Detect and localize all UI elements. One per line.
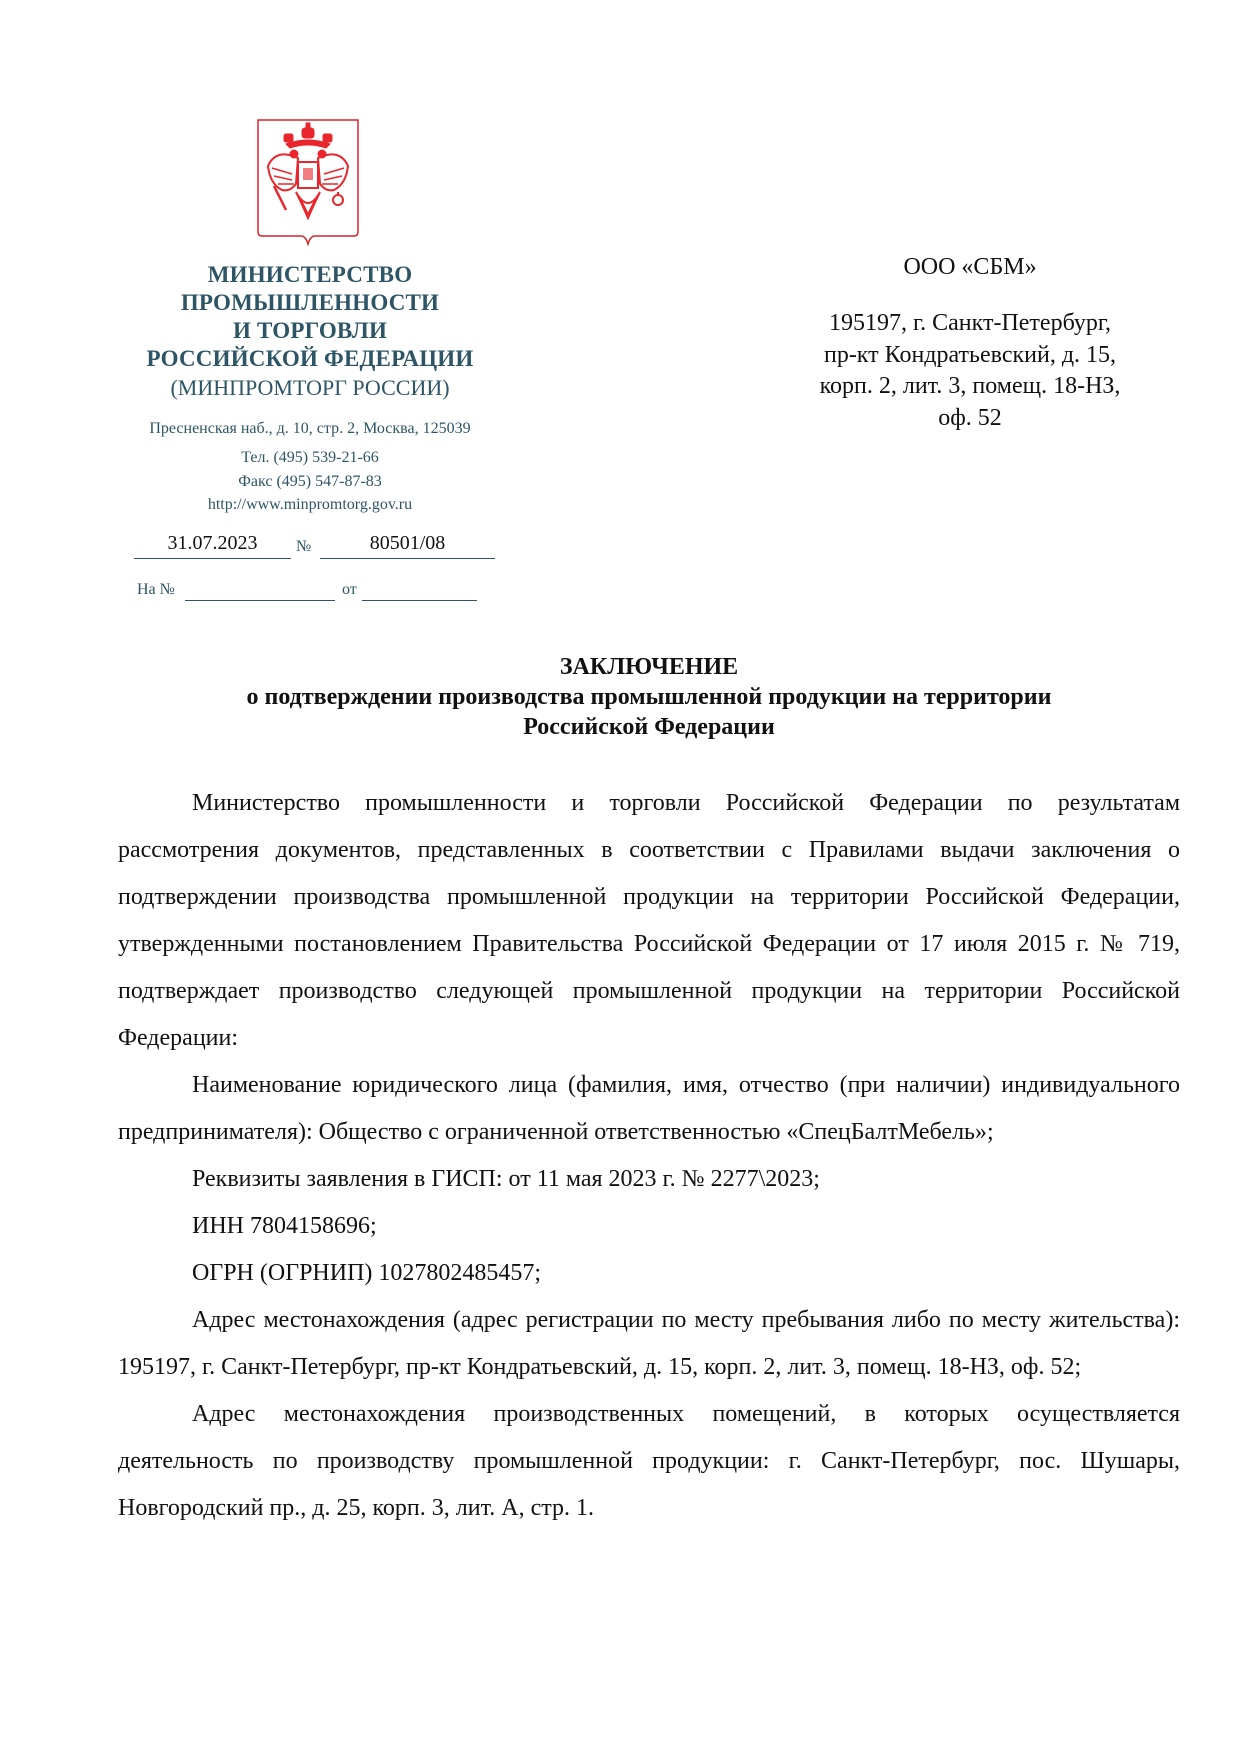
ministry-address: Пресненская наб., д. 10, стр. 2, Москва, 125039 <box>149 420 471 437</box>
reference-number-label: На № <box>137 581 175 598</box>
document-title: ЗАКЛЮЧЕНИЕ <box>559 654 739 680</box>
body-paragraph-legal-name: Наименование юридического лица (фамилия, имя, отчество (при наличии) индивидуального предпринимателя): Общество с ограниченной ответственностью «СпецБалтМебель»; <box>118 1072 1180 1145</box>
recipient-address-line: пр-кт Кондратьевский, д. 15, <box>823 341 1117 368</box>
reference-from-label: от <box>342 581 357 598</box>
body-paragraph-gisp: Реквизиты заявления в ГИСП: от 11 мая 2023 г. № 2277\2023; <box>192 1166 820 1192</box>
ministry-contacts <box>100 418 520 517</box>
body-paragraph-production-address: Адрес местонахождения производственных помещений, в которых осуществляется деятельность по производству промышленной продукции: г. Санкт-Петербург, пос. Шушары, Новгородский пр., д. 25, корп. 3, лит. А, стр. 1. <box>118 1401 1180 1521</box>
document-subtitle-line: о подтверждении производства промышленной продукции на территории <box>246 684 1052 710</box>
reference-row <box>137 578 497 602</box>
reference-date-blank <box>362 600 477 601</box>
reference-number-blank <box>185 600 335 601</box>
registration-row <box>134 529 494 559</box>
recipient-address-line: оф. 52 <box>938 404 1002 431</box>
recipient-block <box>760 252 1180 434</box>
coat-of-arms-icon <box>256 118 360 248</box>
registration-date: 31.07.2023 <box>134 529 291 559</box>
ministry-fax: Факс (495) 547-87-83 <box>238 472 382 490</box>
ministry-name-line: И ТОРГОВЛИ <box>232 318 388 343</box>
body-paragraph-ogrn: ОГРН (ОГРНИП) 1027802485457; <box>192 1260 542 1286</box>
registration-number-label: № <box>296 538 312 555</box>
document-subtitle-line: Российской Федерации <box>523 714 775 740</box>
recipient-address-line: корп. 2, лит. 3, помещ. 18-НЗ, <box>819 373 1121 399</box>
ministry-website[interactable]: http://www.minpromtorg.gov.ru <box>207 496 413 513</box>
ministry-name-line: МИНИСТЕРСТВО <box>207 262 413 287</box>
body-paragraph-intro: Министерство промышленности и торговли Российской Федерации по результатам рассмотрения документов, представленных в соответствии с Правилами выдачи заключения о подтверждении производства промышленной продукции на территории Российской Федерации, утвержденными постановлением Правительства Российской Федерации от 17 июля 2015 г. № 719, подтверждает производство следующей промышленной продукции на территории Российской Федерации: <box>118 790 1180 1051</box>
registration-number: 80501/08 <box>320 529 495 559</box>
body-paragraph-inn: ИНН 7804158696; <box>192 1213 377 1239</box>
document-body <box>118 780 1180 1532</box>
document-title-block <box>118 652 1180 742</box>
ministry-name-line: РОССИЙСКОЙ ФЕДЕРАЦИИ <box>146 346 474 371</box>
body-paragraph-legal-address: Адрес местонахождения (адрес регистрации по месту пребывания либо по месту жительства): 195197, г. Санкт-Петербург, пр-кт Кондратьевский, д. 15, корп. 2, лит. 3, помещ. 18-НЗ, оф. 52; <box>118 1307 1180 1380</box>
ministry-name-line: ПРОМЫШЛЕННОСТИ <box>180 290 440 315</box>
recipient-organization: ООО «СБМ» <box>903 254 1037 280</box>
ministry-phone: Тел. (495) 539-21-66 <box>241 449 379 466</box>
ministry-name <box>100 261 520 403</box>
recipient-address-line: 195197, г. Санкт-Петербург, <box>828 310 1112 336</box>
ministry-short-name: (МИНПРОМТОРГ РОССИИ) <box>170 375 450 400</box>
